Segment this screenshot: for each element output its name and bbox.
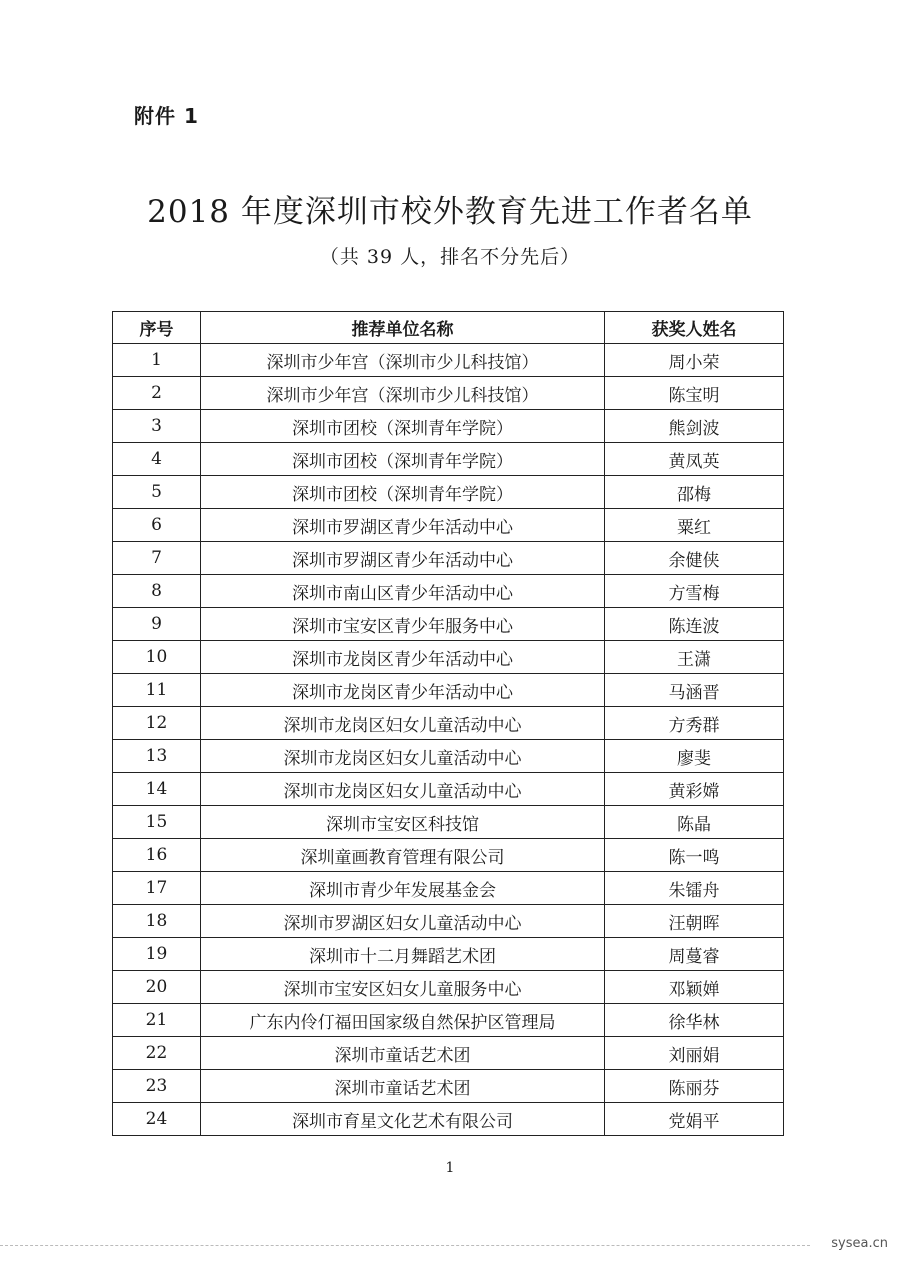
cell-serial: 3: [113, 410, 201, 443]
cell-serial: 23: [113, 1070, 201, 1103]
table-row: [113, 872, 784, 905]
table-row: [113, 839, 784, 872]
cell-unit: 深圳市童话艺术团: [201, 1037, 605, 1070]
table-row: [113, 740, 784, 773]
cell-awardee: 汪朝晖: [605, 905, 784, 938]
cell-serial: 17: [113, 872, 201, 905]
cell-awardee: 陈宝明: [605, 377, 784, 410]
cell-unit: 深圳市童话艺术团: [201, 1070, 605, 1103]
table-row: [113, 476, 784, 509]
table-row: [113, 410, 784, 443]
cell-unit: 深圳市青少年发展基金会: [201, 872, 605, 905]
cell-serial: 22: [113, 1037, 201, 1070]
table-row: [113, 509, 784, 542]
table-row: [113, 1070, 784, 1103]
table-row: [113, 344, 784, 377]
cell-serial: 5: [113, 476, 201, 509]
table-body: [113, 344, 784, 1136]
cell-awardee: 周小荣: [605, 344, 784, 377]
cell-serial: 11: [113, 674, 201, 707]
cell-awardee: 徐华林: [605, 1004, 784, 1037]
table-row: [113, 1103, 784, 1136]
cell-awardee: 陈连波: [605, 608, 784, 641]
cell-awardee: 粟红: [605, 509, 784, 542]
cell-awardee: 黄凤英: [605, 443, 784, 476]
cell-unit: 深圳市罗湖区青少年活动中心: [201, 509, 605, 542]
cell-awardee: 邓颖婵: [605, 971, 784, 1004]
table-row: [113, 641, 784, 674]
table-row: [113, 806, 784, 839]
cell-unit: 深圳市宝安区青少年服务中心: [201, 608, 605, 641]
cell-serial: 20: [113, 971, 201, 1004]
table-row: [113, 971, 784, 1004]
cell-serial: 18: [113, 905, 201, 938]
table-row: [113, 575, 784, 608]
cell-awardee: 朱镭舟: [605, 872, 784, 905]
table-row: [113, 707, 784, 740]
cell-unit: 深圳市罗湖区青少年活动中心: [201, 542, 605, 575]
table-row: [113, 443, 784, 476]
cell-awardee: 熊剑波: [605, 410, 784, 443]
cell-serial: 14: [113, 773, 201, 806]
document-title: 2018 年度深圳市校外教育先进工作者名单: [147, 194, 753, 230]
cell-serial: 10: [113, 641, 201, 674]
cell-unit: 深圳市龙岗区青少年活动中心: [201, 641, 605, 674]
cell-awardee: 党娟平: [605, 1103, 784, 1136]
cell-unit: 深圳市团校（深圳青年学院）: [201, 410, 605, 443]
cell-awardee: 陈晶: [605, 806, 784, 839]
cell-awardee: 廖斐: [605, 740, 784, 773]
cell-unit: 深圳市少年宫（深圳市少儿科技馆）: [201, 377, 605, 410]
cell-unit: 深圳市育星文化艺术有限公司: [201, 1103, 605, 1136]
cell-serial: 9: [113, 608, 201, 641]
cell-serial: 13: [113, 740, 201, 773]
table-row: [113, 905, 784, 938]
cell-unit: 深圳市团校（深圳青年学院）: [201, 476, 605, 509]
cell-awardee: 马涵晋: [605, 674, 784, 707]
cell-unit: 深圳市罗湖区妇女儿童活动中心: [201, 905, 605, 938]
cell-unit: 深圳市龙岗区妇女儿童活动中心: [201, 740, 605, 773]
cell-awardee: 邵梅: [605, 476, 784, 509]
cell-unit: 深圳市龙岗区妇女儿童活动中心: [201, 707, 605, 740]
table-row: [113, 938, 784, 971]
table-row: [113, 674, 784, 707]
cell-awardee: 余健侠: [605, 542, 784, 575]
cell-serial: 12: [113, 707, 201, 740]
cell-serial: 8: [113, 575, 201, 608]
cell-awardee: 陈丽芬: [605, 1070, 784, 1103]
awardee-table: [112, 311, 784, 1136]
cell-serial: 16: [113, 839, 201, 872]
cell-unit: 深圳市宝安区科技馆: [201, 806, 605, 839]
attachment-label: 附件 1: [134, 104, 199, 128]
cell-unit: 深圳童画教育管理有限公司: [201, 839, 605, 872]
table-row: [113, 1037, 784, 1070]
cell-serial: 4: [113, 443, 201, 476]
table-row: [113, 608, 784, 641]
cell-serial: 15: [113, 806, 201, 839]
cell-serial: 21: [113, 1004, 201, 1037]
table-row: [113, 377, 784, 410]
header-serial: 序号: [113, 312, 201, 344]
header-name: 获奖人姓名: [605, 312, 784, 344]
cell-awardee: 周蔓睿: [605, 938, 784, 971]
cell-awardee: 方雪梅: [605, 575, 784, 608]
cell-unit: 深圳市龙岗区青少年活动中心: [201, 674, 605, 707]
cell-unit: 深圳市少年宫（深圳市少儿科技馆）: [201, 344, 605, 377]
cell-awardee: 黄彩嫦: [605, 773, 784, 806]
cell-awardee: 王潇: [605, 641, 784, 674]
page-number: 1: [445, 1160, 455, 1176]
cell-awardee: 方秀群: [605, 707, 784, 740]
table-row: [113, 1004, 784, 1037]
header-row: [113, 312, 784, 344]
cell-unit: 深圳市宝安区妇女儿童服务中心: [201, 971, 605, 1004]
cell-unit: 深圳市十二月舞蹈艺术团: [201, 938, 605, 971]
cell-serial: 6: [113, 509, 201, 542]
cell-serial: 24: [113, 1103, 201, 1136]
cell-unit: 广东内伶仃福田国家级自然保护区管理局: [201, 1004, 605, 1037]
cell-serial: 2: [113, 377, 201, 410]
table-row: [113, 542, 784, 575]
watermark: sysea.cn: [831, 1236, 888, 1251]
cell-unit: 深圳市龙岗区妇女儿童活动中心: [201, 773, 605, 806]
cell-awardee: 刘丽娟: [605, 1037, 784, 1070]
table-header: [113, 312, 784, 344]
cell-unit: 深圳市团校（深圳青年学院）: [201, 443, 605, 476]
cell-serial: 7: [113, 542, 201, 575]
cell-serial: 19: [113, 938, 201, 971]
cell-serial: 1: [113, 344, 201, 377]
cell-unit: 深圳市南山区青少年活动中心: [201, 575, 605, 608]
footer-divider: [0, 1245, 810, 1246]
document-subtitle: （共 39 人，排名不分先后）: [319, 246, 581, 268]
table-row: [113, 773, 784, 806]
cell-awardee: 陈一鸣: [605, 839, 784, 872]
header-unit: 推荐单位名称: [201, 312, 605, 344]
